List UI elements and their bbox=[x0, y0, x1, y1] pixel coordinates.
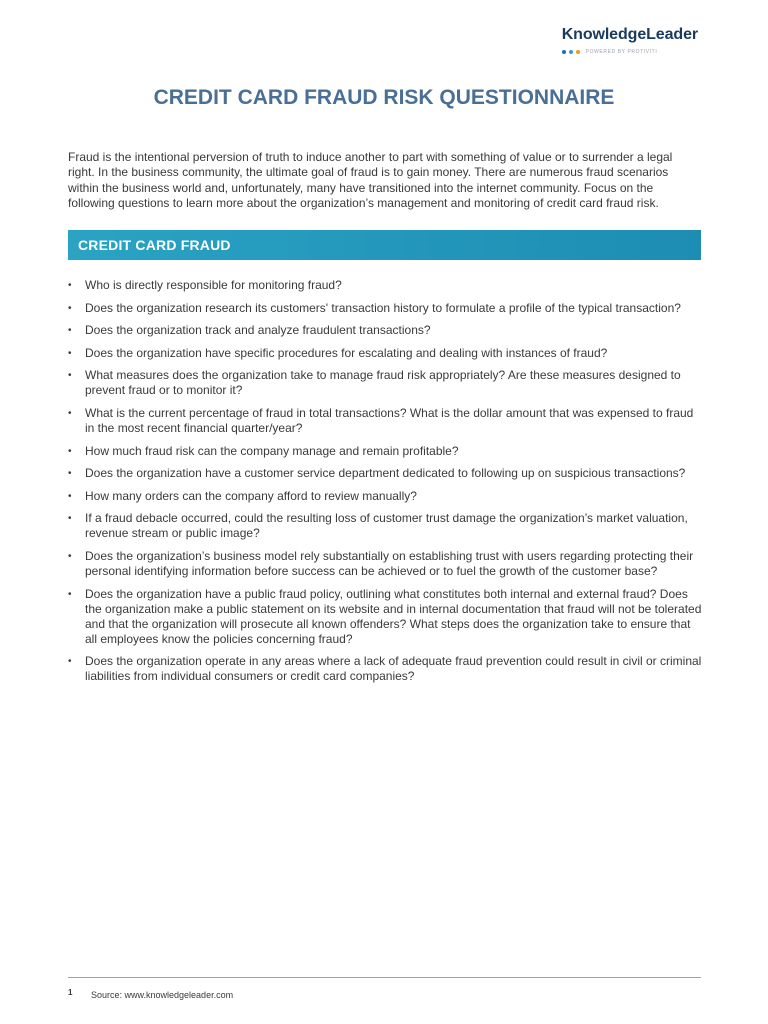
question-item: • How many orders can the company afford to review manually? bbox=[68, 489, 702, 504]
brand-tagline: POWERED BY PROTIVITI bbox=[585, 49, 658, 55]
question-item: • What is the current percentage of fraud in total transactions? What is the dollar amount that was expensed to fraud in the most recent financial quarter/year? bbox=[68, 406, 702, 436]
question-item: • Does the organization track and analyze fraudulent transactions? bbox=[68, 323, 702, 338]
footnote-source: Source: www.knowledgeleader.com bbox=[91, 990, 234, 1000]
brand-dot-icon bbox=[576, 50, 580, 54]
question-item: • Does the organization have specific procedures for escalating and dealing with instances of fraud? bbox=[68, 346, 702, 361]
brand-dot-icon bbox=[562, 50, 566, 54]
brand-logo bbox=[562, 26, 698, 55]
brand-name: KnowledgeLeader bbox=[561, 26, 698, 43]
page-title: CREDIT CARD FRAUD RISK QUESTIONNAIRE bbox=[153, 86, 615, 109]
brand-dot-icon bbox=[569, 50, 573, 54]
question-item: • If a fraud debacle occurred, could the resulting loss of customer trust damage the organization’s market valuation, revenue stream or public image? bbox=[68, 511, 702, 541]
question-item: • How much fraud risk can the company manage and remain profitable? bbox=[68, 444, 702, 459]
question-item: • Does the organization have a public fraud policy, outlining what constitutes both internal and external fraud? Does the organization make a public statement on its website and in internal documentation that fraud will not be tolerated and that the organization will prosecute all known offenders? What steps does the organization take to ensure that all employees know the policies concerning fraud? bbox=[68, 587, 702, 647]
section-header bbox=[68, 230, 701, 260]
question-item: • Does the organization have a customer service department dedicated to following up on suspicious transactions? bbox=[68, 466, 702, 481]
intro-paragraph: Fraud is the intentional perversion of truth to induce another to part with something of value or to surrender a legal right. In the business community, the ultimate goal of fraud is to gain money. There are numerous fraud scenarios within the business world and, unfortunately, many have transitioned into the internet community. Focus on the following questions to learn more about the organization’s management and monitoring of credit card fraud risk. bbox=[68, 150, 673, 210]
question-item: • Who is directly responsible for monitoring fraud? bbox=[68, 278, 702, 293]
question-list bbox=[68, 278, 702, 692]
question-item: • Does the organization operate in any areas where a lack of adequate fraud prevention could result in civil or criminal liabilities from individual consumers or credit card companies? bbox=[68, 654, 702, 684]
section-heading: CREDIT CARD FRAUD bbox=[78, 237, 231, 253]
brand-tagline-row bbox=[562, 49, 698, 55]
question-item: • What measures does the organization take to manage fraud risk appropriately? Are these measures designed to prevent fraud or to monitor it? bbox=[68, 368, 702, 398]
footer-divider bbox=[68, 977, 701, 978]
question-item: • Does the organization’s business model rely substantially on establishing trust with users regarding protecting their personal identifying information before success can be achieved or to fuel the growth of the customer base? bbox=[68, 549, 702, 579]
question-item: • Does the organization research its customers' transaction history to formulate a profile of the typical transaction? bbox=[68, 301, 702, 316]
footnote-number: 1 bbox=[68, 988, 73, 997]
